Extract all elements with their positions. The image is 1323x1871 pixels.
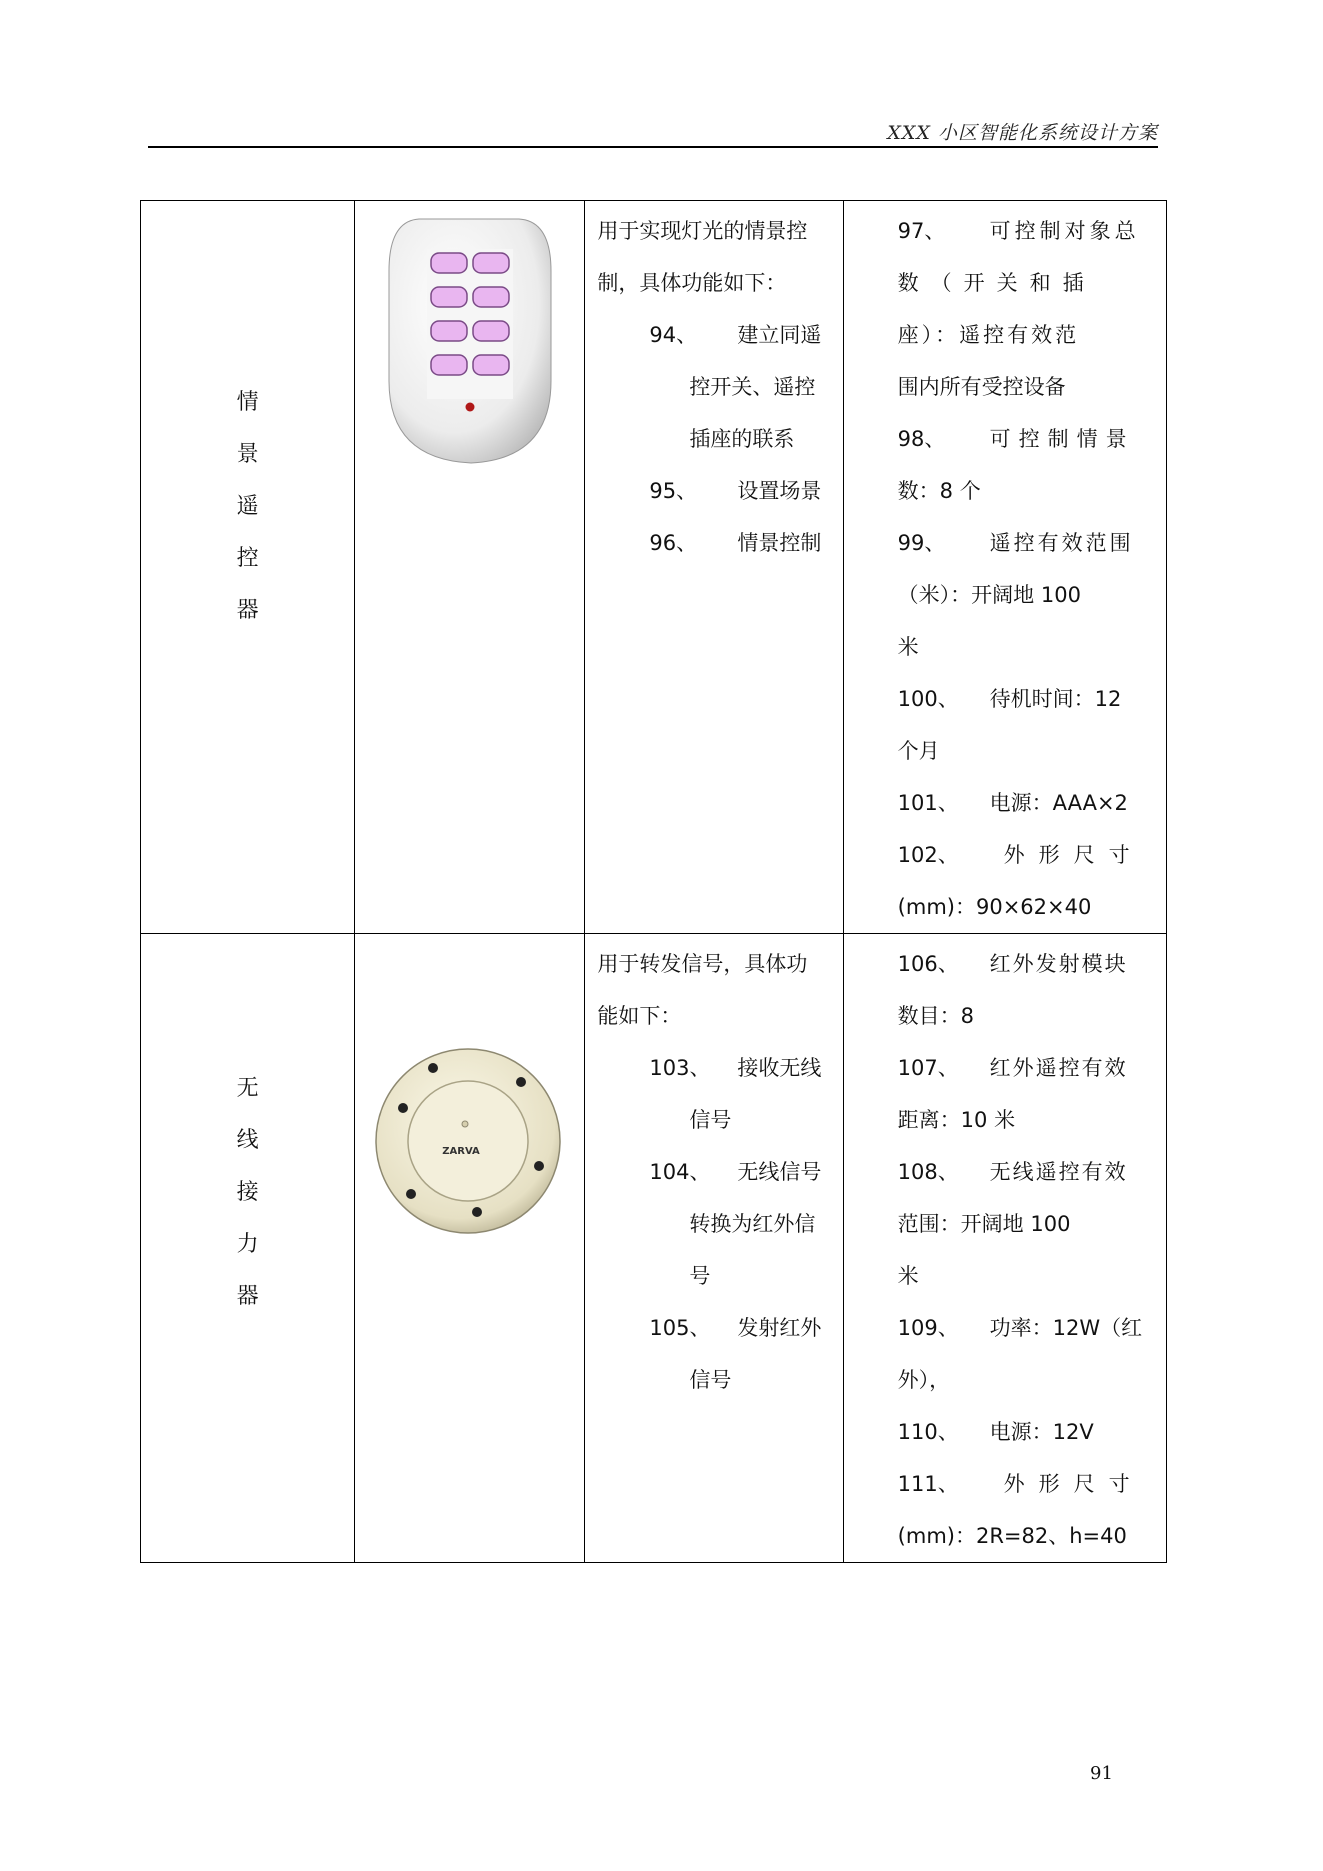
list-item: 94、 建立同遥 控开关、遥控 插座的联系 xyxy=(649,323,822,451)
device-name: 无 线 接 力 器 xyxy=(236,1076,259,1309)
list-item: 97、 可控制对象总 数（开关和插 座）：遥控有效范 围内所有受控设备 xyxy=(897,219,1140,399)
function-cell xyxy=(585,201,843,934)
list-item: 96、 情景控制 xyxy=(649,531,822,555)
spec-cell xyxy=(843,201,1166,934)
list-item: 111、 外形尺寸 (mm)：2R=82、h=40 xyxy=(897,1472,1144,1548)
scene-remote-image xyxy=(379,211,559,471)
list-item: 95、 设置场景 xyxy=(649,479,822,503)
device-name-cell xyxy=(141,934,355,1563)
device-image-cell xyxy=(355,934,585,1563)
list-item: 105、 发射红外 信号 xyxy=(649,1316,822,1392)
wireless-relay-image xyxy=(373,1046,563,1236)
device-name-cell xyxy=(141,201,355,934)
list-item: 108、 无线遥控有效 范围：开阔地 100 米 xyxy=(897,1160,1128,1288)
list-item: 110、 电源：12V xyxy=(897,1420,1094,1444)
list-item: 99、 遥控有效范围 （米）：开阔地 100 米 xyxy=(897,531,1134,659)
page-number: 91 xyxy=(1090,1763,1113,1784)
list-item: 101、 电源：AAA×2 xyxy=(897,791,1128,815)
list-item: 102、 外形尺寸 (mm)：90×62×40 xyxy=(897,843,1144,919)
device-table xyxy=(140,200,1167,1563)
list-item: 109、 功率：12W（红 外）， xyxy=(897,1316,1143,1392)
device-name: 情 景 遥 控 器 xyxy=(236,390,259,623)
list-item: 100、 待机时间：12 个月 xyxy=(897,687,1122,763)
list-item: 103、 接收无线 信号 xyxy=(649,1056,822,1132)
table-row xyxy=(141,201,1167,934)
device-image-cell xyxy=(355,201,585,934)
list-item: 104、 无线信号 转换为红外信 号 xyxy=(649,1160,822,1288)
header-title: XXX 小区智能化系统设计方案 xyxy=(887,122,1158,144)
header-rule xyxy=(148,146,1158,148)
list-item: 106、 红外发射模块 数目：8 xyxy=(897,952,1128,1028)
list-item: 107、 红外遥控有效 距离：10 米 xyxy=(897,1056,1128,1132)
spec-cell xyxy=(843,934,1166,1563)
function-cell xyxy=(585,934,843,1563)
list-item: 98、 可控制情景 数：8 个 xyxy=(897,427,1135,503)
function-intro: 用于实现灯光的情景控 制，具体功能如下： xyxy=(597,219,808,295)
function-intro: 用于转发信号，具体功 能如下： xyxy=(597,952,808,1028)
svg-text:ZARVA: ZARVA xyxy=(442,1146,480,1157)
table-row xyxy=(141,934,1167,1563)
